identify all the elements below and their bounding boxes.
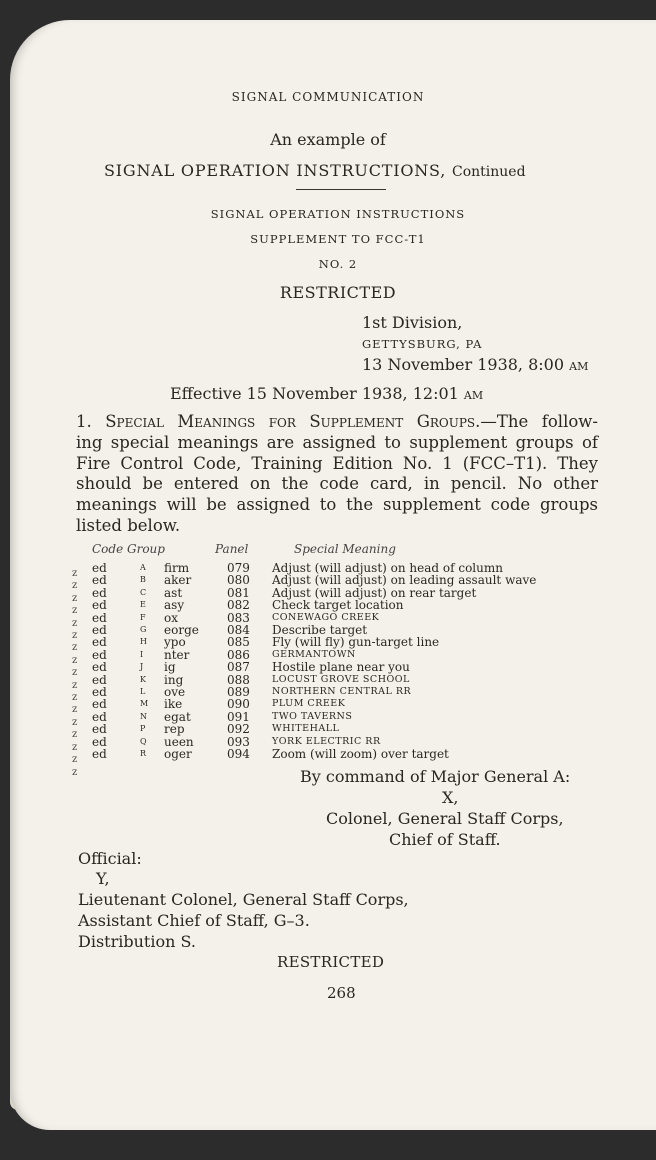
special-meaning: Fly (will fly) gun-target line: [272, 635, 440, 650]
signer-y: Y,: [96, 869, 110, 888]
code-letter: G: [140, 625, 147, 634]
running-head: SIGNAL COMMUNICATION: [231, 90, 425, 104]
z-mark: z: [72, 654, 78, 666]
code-letter: E: [140, 600, 146, 610]
special-meaning: WHITEHALL: [272, 723, 340, 735]
code-prefix: ed: [92, 660, 107, 675]
code-suffix: ike: [164, 697, 183, 712]
code-prefix: ed: [92, 647, 107, 662]
panel-number: 091: [227, 709, 250, 724]
date-ampm: AM: [569, 360, 589, 373]
code-suffix: ing: [164, 672, 184, 687]
z-mark: z: [72, 605, 78, 617]
z-margin-column: [72, 568, 82, 779]
z-mark: z: [72, 754, 78, 766]
signer-y-title: Lieutenant Colonel, General Staff Corps,: [78, 890, 409, 909]
code-prefix: ed: [92, 635, 107, 650]
z-mark: z: [72, 679, 78, 691]
special-meaning: PLUM CREEK: [272, 698, 346, 710]
panel-number: 080: [227, 573, 250, 588]
code-letter: R: [140, 749, 147, 758]
code-letter: F: [140, 612, 146, 622]
example-of: An example of: [270, 130, 386, 149]
z-mark: z: [72, 704, 78, 716]
panel-number: 089: [227, 685, 250, 699]
supplement-number: NO. 2: [318, 257, 358, 271]
paragraph-line: Fire Control Code, Training Edition No. 1 (FCC–T1). They: [76, 453, 598, 473]
special-meaning: NORTHERN CENTRAL RR: [272, 686, 412, 697]
code-suffix: ove: [164, 685, 186, 699]
distribution: Distribution S.: [78, 932, 196, 951]
code-letter: Q: [140, 736, 147, 746]
supplement-title: SUPPLEMENT TO FCC-T1: [250, 232, 426, 246]
z-mark: z: [72, 592, 78, 604]
code-prefix: ed: [92, 734, 107, 749]
code-suffix: egat: [164, 709, 191, 724]
code-letter: N: [140, 711, 147, 721]
code-suffix: oger: [164, 747, 192, 761]
panel-number: 083: [227, 610, 250, 625]
main-title-continued: Continued: [452, 164, 526, 180]
location: GETTYSBURG, PA: [362, 337, 483, 351]
code-letter: B: [140, 575, 146, 585]
special-meaning: LOCUST GROVE SCHOOL: [272, 673, 410, 685]
special-meaning: GERMANTOWN: [272, 648, 356, 660]
code-suffix: ox: [164, 610, 178, 625]
paragraph-line: listed below.: [76, 515, 181, 535]
special-meaning: Hostile plane near you: [272, 660, 410, 675]
code-letter: L: [140, 687, 146, 696]
signer-x: X,: [442, 788, 459, 807]
title-rule: [296, 189, 386, 190]
z-mark: z: [72, 692, 78, 704]
code-suffix: rep: [164, 722, 185, 737]
panel-number: 086: [227, 647, 250, 662]
z-mark: z: [72, 716, 78, 728]
special-meaning: Zoom (will zoom) over target: [272, 747, 449, 761]
z-mark: z: [72, 766, 78, 778]
header-code-group: Code Group: [92, 542, 165, 556]
code-prefix: ed: [92, 709, 107, 724]
z-mark: z: [72, 667, 78, 679]
code-prefix: ed: [92, 573, 107, 588]
code-suffix: firm: [164, 561, 190, 575]
code-prefix: ed: [92, 672, 107, 687]
paragraph-line: [76, 412, 598, 433]
code-suffix: ypo: [164, 635, 186, 650]
z-mark: z: [72, 741, 78, 753]
main-title: [104, 161, 526, 180]
panel-number: 087: [227, 660, 250, 675]
panel-number: 085: [227, 635, 250, 650]
special-meaning: CONEWAGO CREEK: [272, 611, 380, 623]
code-suffix: aker: [164, 573, 192, 588]
code-prefix: ed: [92, 598, 107, 613]
unit-name: 1st Division,: [362, 313, 463, 332]
paragraph-1: [76, 412, 598, 537]
code-prefix: ed: [92, 685, 107, 699]
effective-text: Effective 15 November 1938, 12:01: [170, 384, 459, 403]
page-number: 268: [327, 984, 356, 1002]
code-suffix: ueen: [164, 734, 194, 749]
official-label: Official:: [78, 849, 142, 868]
code-letter: C: [140, 587, 147, 597]
classification-top: RESTRICTED: [279, 283, 397, 302]
date-time-text: 13 November 1938, 8:00: [362, 355, 565, 374]
special-meaning: YORK ELECTRIC RR: [272, 735, 381, 747]
date-time: [362, 355, 588, 374]
header-special-meaning: Special Meaning: [294, 542, 396, 556]
code-suffix: asy: [164, 598, 185, 613]
code-suffix: eorge: [164, 623, 199, 637]
paragraph-number: 1.: [76, 412, 92, 431]
code-letter: J: [140, 662, 144, 672]
panel-number: 094: [227, 747, 250, 761]
panel-number: 092: [227, 722, 250, 737]
panel-number: 088: [227, 672, 250, 687]
soi-title: SIGNAL OPERATION INSTRUCTIONS: [210, 207, 466, 221]
paragraph-line: meanings will be assigned to the supplement code groups: [76, 495, 598, 515]
main-title-text: SIGNAL OPERATION INSTRUCTIONS,: [104, 161, 447, 180]
code-letter: H: [140, 637, 147, 647]
header-panel: Panel: [215, 542, 249, 556]
special-meaning: Describe target: [272, 623, 368, 637]
code-prefix: ed: [92, 610, 107, 625]
code-prefix: ed: [92, 623, 107, 637]
effective-ampm: AM: [463, 389, 484, 402]
code-prefix: ed: [92, 747, 107, 761]
code-letter: A: [140, 563, 146, 572]
signer-x-title: Colonel, General Staff Corps,: [326, 809, 564, 828]
code-prefix: ed: [92, 561, 107, 575]
paragraph-line: should be entered on the code card, in pencil. No other: [76, 474, 598, 494]
paragraph-heading: Special Meanings for Supplement Groups.: [105, 412, 481, 431]
paragraph-line: ing special meanings are assigned to supplement groups of: [76, 432, 598, 452]
panel-number: 079: [227, 561, 250, 575]
effective-date: [170, 384, 483, 403]
z-mark: z: [72, 729, 78, 741]
code-suffix: ig: [164, 660, 176, 675]
classification-bottom: RESTRICTED: [277, 953, 385, 971]
code-suffix: nter: [164, 647, 190, 662]
panel-number: 084: [227, 623, 250, 637]
z-mark: z: [72, 617, 78, 629]
panel-number: 081: [227, 585, 250, 600]
code-letter: M: [140, 699, 149, 709]
special-meaning: Adjust (will adjust) on leading assault wave: [272, 573, 537, 588]
special-meaning: TWO TAVERNS: [272, 710, 353, 722]
panel-number: 082: [227, 598, 250, 613]
z-mark: z: [72, 630, 78, 642]
z-mark: z: [72, 642, 78, 654]
special-meaning: Adjust (will adjust) on rear target: [272, 585, 477, 600]
panel-number: 090: [227, 697, 250, 712]
signer-x-role: Chief of Staff.: [389, 830, 501, 849]
panel-number: 093: [227, 734, 250, 749]
special-meaning: Adjust (will adjust) on head of column: [272, 561, 503, 575]
code-prefix: ed: [92, 585, 107, 600]
code-suffix: ast: [164, 585, 183, 600]
special-meaning: Check target location: [272, 598, 404, 613]
code-prefix: ed: [92, 697, 107, 712]
z-mark: z: [72, 580, 78, 592]
code-letter: K: [140, 674, 146, 684]
command-line: By command of Major General A:: [300, 767, 571, 786]
paragraph-line-text: —The follow-: [480, 412, 598, 431]
code-prefix: ed: [92, 722, 107, 737]
z-mark: z: [72, 568, 78, 579]
signer-y-role: Assistant Chief of Staff, G–3.: [78, 911, 310, 930]
code-letter: P: [140, 724, 146, 734]
code-letter: I: [140, 649, 144, 659]
